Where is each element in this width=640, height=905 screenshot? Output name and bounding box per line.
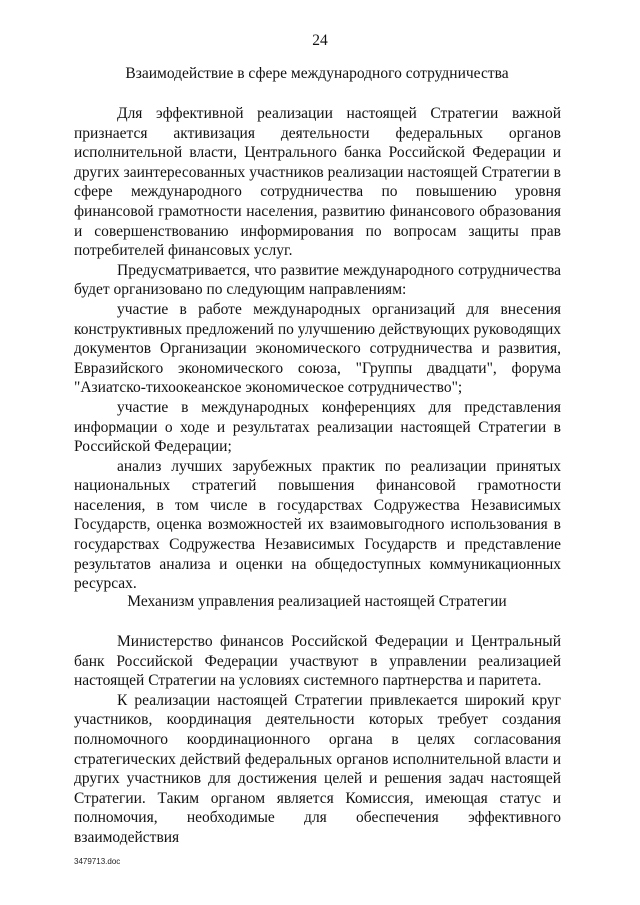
footer-doc-id: 3479713.doc	[74, 857, 121, 866]
list-item: участие в работе международных организаций для внесения конструктивных предложений по улучшению действующих руководящих документов Организации экономического сотрудничества и развития, Евразийского экономического союза, "Группы двадцати", форума "Азиатско-тихоокеанское экономическое сотрудничество";	[74, 300, 561, 397]
page-number: 24	[312, 32, 328, 49]
paragraph: К реализации настоящей Стратегии привлекается широкий круг участников, координация деятельности которых требует создания полномочного координационного органа в целях согласования стратегических действий федеральных органов исполнительной власти и других участников для достижения целей и решения задач настоящей Стратегии. Таким органом является Комиссия, имеющая статус и полномочия, необходимые для обеспечения эффективного взаимодействия	[74, 691, 561, 846]
section-body-management-mechanism	[74, 632, 561, 848]
paragraph: Предусматривается, что развитие международного сотрудничества будет организовано по следующим направлениям:	[74, 261, 561, 299]
section-body-international-cooperation	[74, 104, 561, 594]
list-item: анализ лучших зарубежных практик по реализации принятых национальных стратегий повышения финансовой грамотности населения, в том числе в государствах Содружества Независимых Государств, оценка возможностей их взаимовыгодного использования в государствах Содружества Независимых Государств и представление результатов анализа и оценки на общедоступных коммуникационных ресурсах.	[74, 457, 561, 593]
section-title-management-mechanism: Механизм управления реализацией настоящей Стратегии	[127, 593, 507, 610]
paragraph: Для эффективной реализации настоящей Стратегии важной признается активизация деятельности федеральных органов исполнительной власти, Центрального банка Российской Федерации и других заинтересованных участников реализации настоящей Стратегии в сфере международного сотрудничества по повышению уровня финансовой грамотности населения, развитию финансового образования и совершенствованию информирования по вопросам защиты прав потребителей финансовых услуг.	[74, 105, 561, 260]
paragraph: Министерство финансов Российской Федерации и Центральный банк Российской Федерации участвуют в управлении реализацией настоящей Стратегии на условиях системного партнерства и паритета.	[74, 633, 561, 690]
list-item: участие в международных конференциях для представления информации о ходе и результатах реализации настоящей Стратегии в Российской Федерации;	[74, 398, 561, 456]
section-title-international-cooperation: Взаимодействие в сфере международного сотрудничества	[125, 65, 509, 82]
